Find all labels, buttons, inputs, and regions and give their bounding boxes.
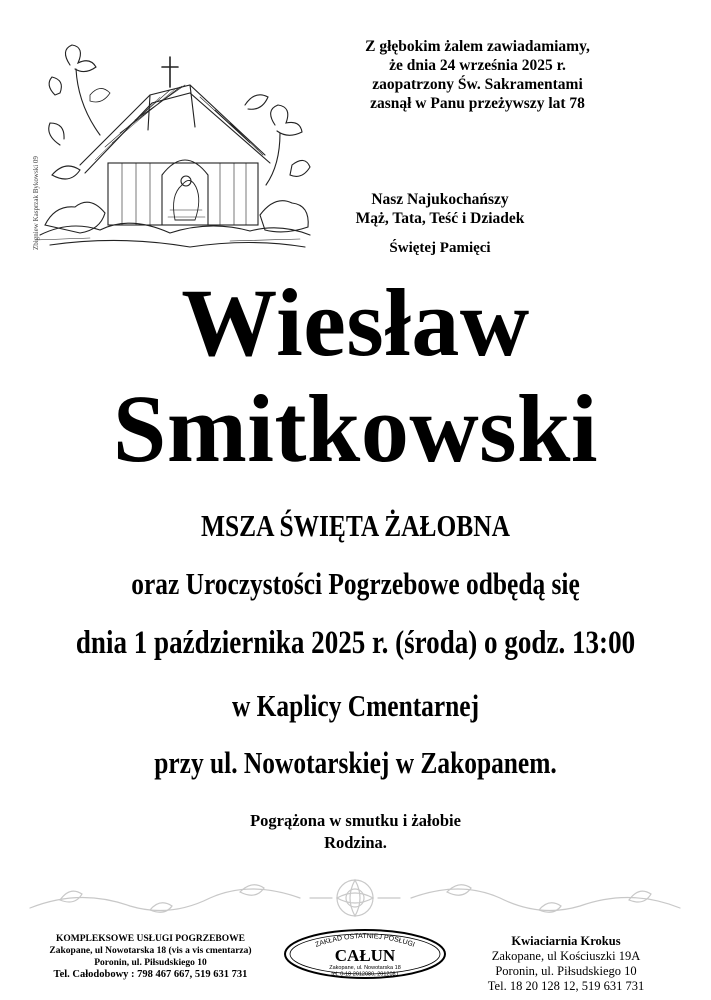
family-line: Rodzina. [324, 833, 387, 852]
intro-line: że dnia 24 września 2025 r. [389, 57, 566, 74]
logo-name: CAŁUN [334, 946, 396, 965]
funeral-services-info [18, 933, 283, 981]
calun-logo [282, 928, 448, 980]
deceased-last-name: Smitkowski [112, 375, 599, 482]
florist-phone: Tel. 18 20 128 12, 519 631 731 [487, 979, 645, 993]
family-line: Pogrążona w smutku i żałobie [250, 811, 461, 830]
relation-line: Nasz Najukochańszy [371, 191, 509, 208]
company-phone: Tel. Całodobowy : 798 467 667, 519 631 731 [53, 969, 248, 980]
wayside-chapel-drawing-icon [30, 35, 315, 260]
florist-address: Poronin, ul. Piłsudskiego 10 [495, 964, 637, 978]
ceremony-line: oraz Uroczystości Pogrzebowe odbędą się [131, 566, 580, 601]
relation-line: Mąż, Tata, Teść i Dziadek [355, 210, 525, 227]
florist-info [446, 934, 686, 994]
intro-line: zaopatrzony Św. Sakramentami [372, 76, 583, 93]
logo-phone: tel. 0-18 2012080, 2012081 [331, 971, 399, 978]
company-address: Poronin, ul. Piłsudskiego 10 [94, 958, 207, 968]
ceremony-date-line: dnia 1 października 2025 r. (środa) o godz. 13:00 [75, 625, 636, 661]
folk-ornament-icon [20, 868, 691, 928]
memory-label: Świętej Pamięci [389, 240, 491, 256]
family-signature [0, 810, 711, 854]
relation-block [290, 190, 590, 228]
florist-name: Kwiaciarnia Krokus [511, 934, 621, 948]
company-name: KOMPLEKSOWE USŁUGI POGRZEBOWE [56, 934, 245, 944]
deceased-first-name: Wiesław [181, 269, 530, 376]
logo-address: Zakopane, ul. Nowotarska 18 [329, 965, 401, 971]
ceremony-address-line: przy ul. Nowotarskiej w Zakopanem. [154, 745, 557, 780]
intro-line: Z głębokim żalem zawiadamiamy, [365, 38, 590, 55]
logo-arc-text: ZAKŁAD OSTATNIEJ POSŁUGI [314, 932, 416, 949]
announcement-intro [300, 37, 655, 113]
florist-address: Zakopane, ul Kościuszki 19A [491, 949, 641, 963]
svg-text:Zbigniew Kasprzak Bykowski 09: Zbigniew Kasprzak Bykowski 09 [32, 156, 40, 250]
ceremony-place-line: w Kaplicy Cmentarnej [231, 688, 480, 723]
intro-line: zasnął w Panu przeżywszy lat 78 [370, 95, 585, 112]
ceremony-title: MSZA ŚWIĘTA ŻAŁOBNA [201, 508, 510, 543]
company-address: Zakopane, ul Nowotarska 18 (vis a vis cmentarza) [49, 946, 252, 956]
